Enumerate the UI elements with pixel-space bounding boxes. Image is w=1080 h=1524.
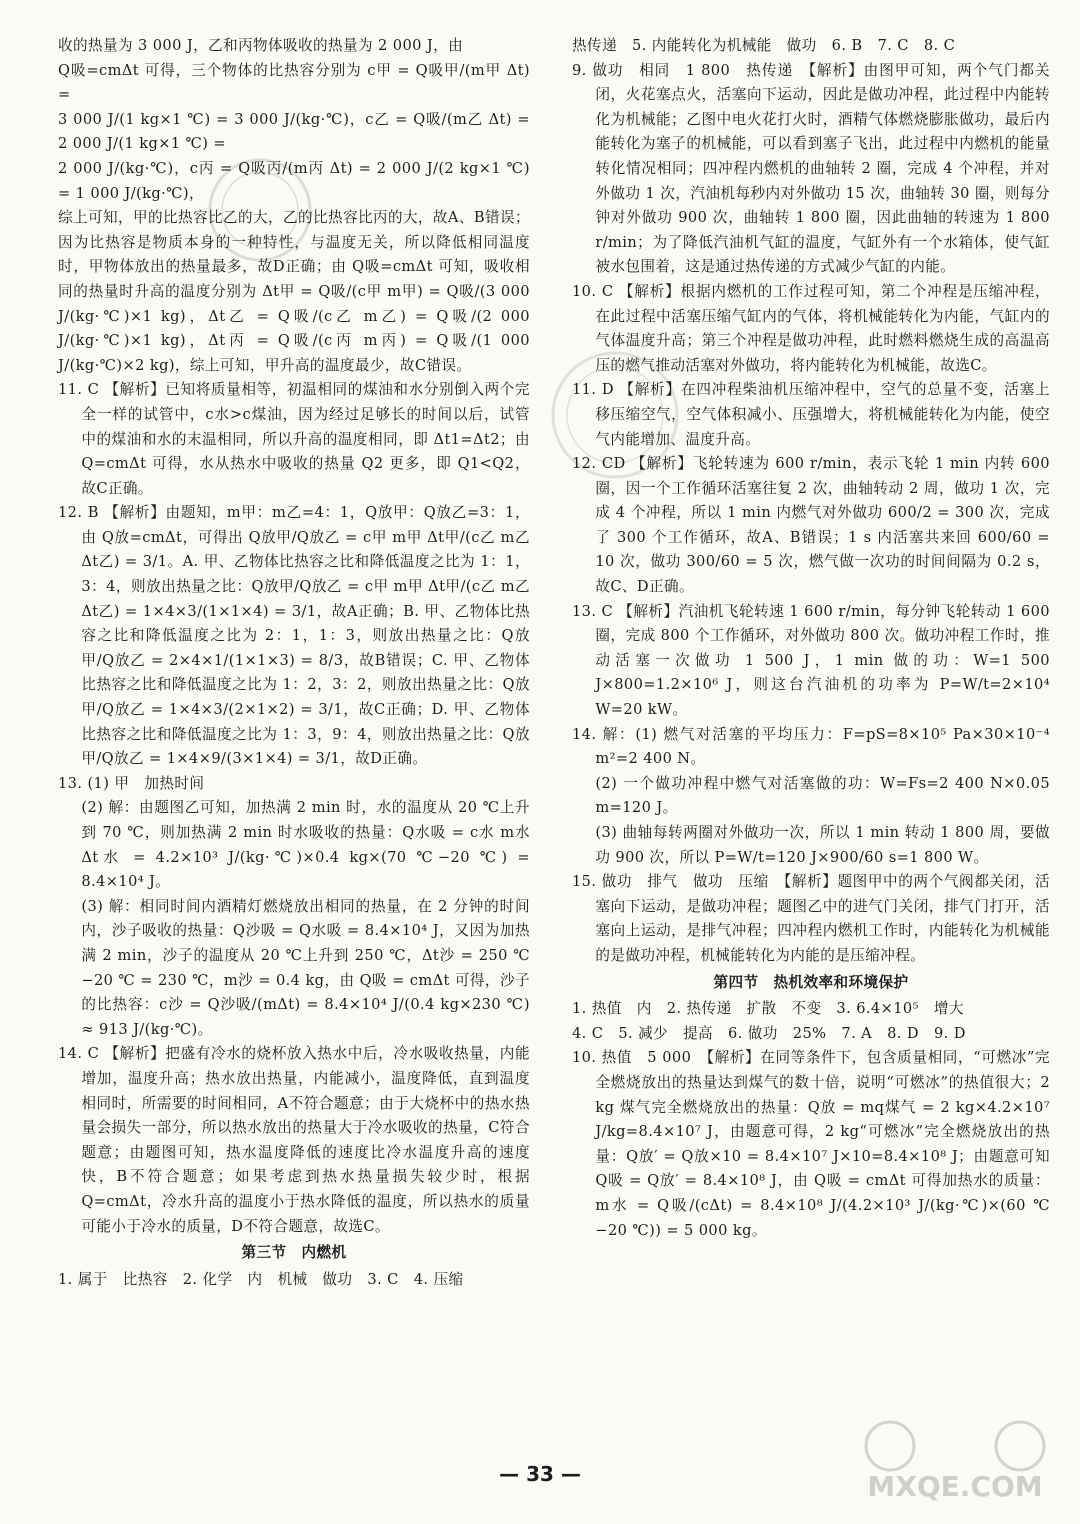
answer-item-10: 10. C 【解析】根据内燃机的工作过程可知，第二个冲程是压缩冲程，在此过程中活塞压缩气缸内的气体，将机械能转化为内能，气缸内的气体温度升高；第三个冲程是做功冲程，此时燃料燃烧生成的高温高压的燃气推动活塞对外做功，将内能转化为机械能，故选C。 xyxy=(572,282,1050,374)
answer-subitem: (2) 解：由题图乙可知，加热满 2 min 时，水的温度从 20 ℃上升到 70 ℃，则加热满 2 min 时水吸收的热量：Q水吸 = c水 m水 Δt水 = 4.2×10³ J/(kg·℃)×0.4 kg×(70 ℃−20 ℃) = 8.4×10⁴ J。 xyxy=(81,799,530,891)
answer-subitem: (3) 解：相同时间内酒精灯燃烧放出相同的热量，在 2 分钟的时间内，沙子吸收的热量：Q沙吸 = Q水吸 = 8.4×10⁴ J，又因为加热满 2 min，沙子的温度从 20 ℃上升到 250 ℃，Δt沙 = 250 ℃−20 ℃ = 230 ℃，m沙 = 0.4 kg，由 Q吸 = cmΔt 可得，沙子的比热容：c沙 = Q沙吸/(mΔt) = 8.4×10⁴ J/(0.4 kg×230 ℃) ≈ 913 J/(kg·℃)。 xyxy=(81,897,530,1038)
watermark-text: MXQE.COM xyxy=(867,1470,1043,1503)
answer-subitem: (3) 曲轴每转两圈对外做功一次，所以 1 min 转动 1 800 周，要做功 900 次，所以 P=W/t=120 J×900/60 s=1 800 W。 xyxy=(595,824,1050,866)
answer-item-12: 12. CD 【解析】飞轮转速为 600 r/min，表示飞轮 1 min 内转 600 圈，因一个工作循环活塞往复 2 次，曲轴转动 2 周，做功 1 次，完成 4 个冲程，所以 1 min 内燃气对外做功 600/2 = 300 次，完成了 300 个工作循环，故A、B错误；1 s 内活塞共来回 600/60 = 10 次，做功 300/60 = 5 次，燃气做一次功的时间间隔为 0.2 s，故C、D正确。 xyxy=(572,455,1050,596)
answer-line: 热传递 5. 内能转化为机械能 做功 6. B 7. C 8. C xyxy=(572,37,956,54)
answer-line: 4. C 5. 减少 提高 6. 做功 25% 7. A 8. D 9. D xyxy=(572,1024,966,1042)
answer-subitem: (2) 一个做功冲程中燃气对活塞做的功：W=Fs=2 400 N×0.05 m=120 J。 xyxy=(595,774,1050,817)
paragraph: 收的热量为 3 000 J，乙和丙物体吸收的热量为 2 000 J，由 xyxy=(58,37,464,54)
section-title: 第三节 内燃机 xyxy=(241,1244,347,1262)
answer-item-9: 9. 做功 相同 1 800 热传递 【解析】由图甲可知，两个气门都关闭，火花塞点火，活塞向下运动，因此是做功冲程，此过程中内能转化为机械能；乙图中电火花打火时，酒精气体燃烧膨胀做功，最后内能转化为塞子的机械能，可以看到塞子飞出，此过程中内燃机的能量转化情况相同；四冲程内燃机的曲轴转 2 圈，完成 4 个冲程，并对外做功 1 次，汽油机每秒内对外做功 15 次，曲轴转 30 圈，则每分钟对外做功 900 次，曲轴转 1 800 圈，因此曲轴的转速为 1 800 r/min；为了降低汽油机气缸的温度，气缸外有一个水箱体，使气缸被水包围着，这是通过热传递的方式减少气缸的内能。 xyxy=(572,61,1050,276)
left-column xyxy=(58,34,530,1292)
answer-item-12: 12. B 【解析】由题知，m甲：m乙=4：1，Q放甲：Q放乙=3：1，由 Q放=cmΔt，可得出 Q放甲/Q放乙 = c甲 m甲 Δt甲/(c乙 m乙 Δt乙) = 3/1。A. 甲、乙物体比热容之比和降低温度之比为 1：1，3：4，则放出热量之比：Q放甲/Q放乙 = c甲 m甲 Δt甲/(c乙 m乙 Δt乙) = 1×4×3/(1×1×4) = 3/1，故A正确；B. 甲、乙物体比热容之比和降低温度之比为 2：1，1：3，则放出热量之比：Q放甲/Q放乙 = 2×4×1/(1×1×3) = 8/3，故B错误；C. 甲、乙物体比热容之比和降低温度之比为 1：2，3：2，则放出热量之比：Q放甲/Q放乙 = 1×4×3/(2×1×2) = 3/1，故C正确；D. 甲、乙物体比热容之比和降低温度之比为 1：3，9：4，则放出热量之比：Q放甲/Q放乙 = 1×4×9/(3×1×4) = 3/1，故D正确。 xyxy=(58,504,530,768)
answer-item-13: 13. (1) 甲 加热时间 xyxy=(58,774,205,792)
watermark-logo xyxy=(850,1416,1060,1506)
right-column xyxy=(572,34,1050,1243)
answer-item-10: 10. 热值 5 000 【解析】在同等条件下，包含质量相同，“可燃冰”完全燃烧放出的热量达到煤气的数十倍，说明“可燃冰”的热值很大；2 kg 煤气完全燃烧放出的热量：Q放 = mq煤气 = 2 kg×4.2×10⁷ J/kg=8.4×10⁷ J，由题意可得，2 kg“可燃冰”完全燃烧放出的热量：Q放′ = Q放×10 = 8.4×10⁷ J×10=8.4×10⁸ J；由题意可知 Q吸 = Q放′ = 8.4×10⁸ J，由 Q吸 = cmΔt 可得加热水的质量：m水 = Q吸/(cΔt) = 8.4×10⁸ J/(4.2×10³ J/(kg·℃)×(60 ℃−20 ℃)) = 5 000 kg。 xyxy=(572,1049,1050,1239)
answer-item-11: 11. D 【解析】在四冲程柴油机压缩冲程中，空气的总量不变，活塞上移压缩空气，空气体积减小、压强增大，将机械能转化为内能，使空气内能增加、温度升高。 xyxy=(572,381,1050,448)
paragraph: 3 000 J/(1 kg×1 ℃) = 3 000 J/(kg·℃)，c乙 = Q吸/(m乙 Δt) = 2 000 J/(1 kg×1 ℃) = xyxy=(58,110,530,153)
answer-item-11: 11. C 【解析】已知将质量相等，初温相同的煤油和水分别倒入两个完全一样的试管中，c水>c煤油，因为经过足够长的时间以后，试管中的煤油和水的末温相同，所以升高的温度相同，即 Δt1=Δt2；由 Q=cmΔt 可得，水从热水中吸收的热量 Q2 更多，即 Q1<Q2，故C正确。 xyxy=(58,381,530,497)
paragraph: 2 000 J/(kg·℃)，c丙 = Q吸丙/(m丙 Δt) = 2 000 J/(2 kg×1 ℃) = 1 000 J/(kg·℃)， xyxy=(58,159,530,202)
answer-item-14: 14. C 【解析】把盛有冷水的烧杯放入热水中后，冷水吸收热量，内能增加，温度升高；热水放出热量，内能减小，温度降低，直到温度相同时，所需要的时间相同，A不符合题意；由于大烧杯中的热水热量会损失一部分，所以热水放出的热量大于冷水吸收的热量，C符合题意；由题图可知，热水温度降低的速度比冷水温度升高的速度快，B不符合题意；如果考虑到热水热量损失较少时，根据 Q=cmΔt，冷水升高的温度小于热水降低的温度，所以热水的质量可能小于冷水的质量，D不符合题意，故选C。 xyxy=(58,1045,530,1235)
paragraph: Q吸=cmΔt 可得，三个物体的比热容分别为 c甲 = Q吸甲/(m甲 Δt) = xyxy=(58,61,530,104)
answer-item-14: 14. 解：(1) 燃气对活塞的平均压力：F=pS=8×10⁵ Pa×30×10⁻⁴ m²=2 400 N。 xyxy=(572,725,1050,768)
answer-item-13: 13. C 【解析】汽油机飞轮转速 1 600 r/min，每分钟飞轮转动 1 600圈，完成 800 个工作循环，对外做功 800 次。做功冲程工作时，推动活塞一次做功 1 500 J，1 min 做的功：W=1 500 J×800=1.2×10⁶ J，则这台汽油机的功率为 P=W/t=2×10⁴ W=20 kW。 xyxy=(572,602,1050,719)
page-number: — 33 — xyxy=(499,1462,581,1486)
answer-item-15: 15. 做功 排气 做功 压缩 【解析】题图甲中的两个气阀都关闭，活塞向下运动，是做功冲程；题图乙中的进气门关闭，排气门打开，活塞向上运动，是排气冲程；四冲程内燃机工作时，内能转化为机械能的是做功冲程，机械能转化为内能的是压缩冲程。 xyxy=(572,873,1050,964)
paragraph: 综上可知，甲的比热容比乙的大，乙的比热容比丙的大，故A、B错误；因为比热容是物质本身的一种特性，与温度无关，所以降低相同温度时，甲物体放出的热量最多，故D正确；由 Q吸=cmΔt 可知，吸收相同的热量时升高的温度分别为 Δt甲 = Q吸/(c甲 m甲) = Q吸/(3 000 J/(kg·℃)×1 kg)，Δt乙 = Q吸/(c乙 m乙) = Q吸/(2 000 J/(kg·℃)×1 kg)，Δt丙 = Q吸/(c丙 m丙) = Q吸/(1 000 J/(kg·℃)×2 kg)，综上可知，甲升高的温度最少，故C错误。 xyxy=(58,209,530,374)
section-title: 第四节 热机效率和环境保护 xyxy=(713,973,909,991)
answer-line: 1. 属于 比热容 2. 化学 内 机械 做功 3. C 4. 压缩 xyxy=(58,1270,464,1288)
answer-line: 1. 热值 内 2. 热传递 扩散 不变 3. 6.4×10⁵ 增大 xyxy=(572,1000,964,1018)
